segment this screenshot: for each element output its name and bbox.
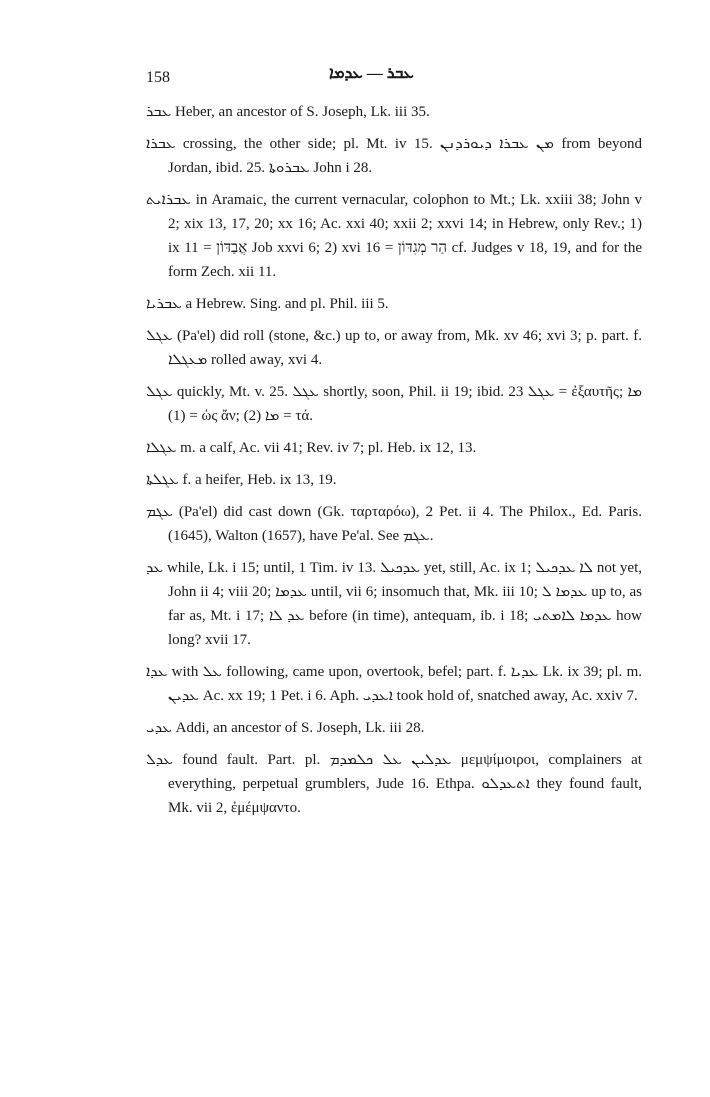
page-number: 158 [146,69,170,86]
entry-text: ܥܓܠܐ m. a calf, Ac. vii 41; Rev. iv 7; pl. Heb. ix 12, 13. [146,440,477,456]
entry-text: ܥܓܡ (Pa'el) did cast down (Gk. ταρταρόω), 2 Pet. ii 4. The Philox., Ed. Paris. (1645), Walton (1657), have Pe'al. See ܥܓܡ. [146,504,642,544]
entry-found-fault [146,748,642,820]
running-head: ܥܒܪ — ܥܕܡܐ [329,65,414,82]
entry-text: ܥܓܠ (Pa'el) did roll (stone, &c.) up to, or away from, Mk. xv 46; xvi 3; p. part. f. ܡܥܓܠܐ rolled away, xvi 4. [146,328,642,368]
page-header [146,62,646,90]
entry-text: ܥܒܪܐ crossing, the other side; pl. Mt. iv 15. ܡܢ ܥܒܪܐ ܕܝܘܪܕܢܢ from beyond Jordan, ibid. 25. ܥܒܪܘܬܐ John i 28. [146,136,642,176]
entry-text: ܥܕܝ Addi, an ancestor of S. Joseph, Lk. iii 28. [146,720,425,736]
entry-did-roll [146,324,642,372]
entry-text: ܥܒܪܝܐ a Hebrew. Sing. and pl. Phil. iii 5. [146,296,389,312]
entry-crossing [146,132,642,180]
entry-while [146,556,642,652]
entry-text: ܥܕ while, Lk. i 15; until, 1 Tim. iv 13. ܥܕܟܝܠ yet, still, Ac. ix 1; ܠܐ ܥܕܟܝܠ not yet, John ii 4; viii 20; ܥܕܡܐ until, vii 6; insomuch that, Mk. iii 10; ܥܕܡܐ ܠ up to, as far as, Mt. i 17; ܥܕ ܠܐ before (in time), antequam, ib. i 18; ܥܕܡܐ ܠܐܡܬܝ how long? xvii 17. [146,560,642,648]
lexicon-entries [146,100,642,828]
entry-text: ܥܓܠܬܐ f. a heifer, Heb. ix 13, 19. [146,472,337,488]
entry-came-upon [146,660,642,708]
entry-heber [146,100,642,124]
entry-text: ܥܓܠ quickly, Mt. v. 25. ܥܓܠ shortly, soon, Phil. ii 19; ibid. 23 ܥܓܠ = ἐξαυτῆς; ܡܐ (1) = ὡς ἄν; ܡܐ (2) = τά. [146,384,643,424]
entry-a-hebrew [146,292,642,316]
entry-a-heifer [146,468,642,492]
entry-did-cast-down [146,500,642,548]
entry-addi [146,716,642,740]
entry-text: ܥܒܪܐܝܬ in Aramaic, the current vernacular, colophon to Mt.; Lk. xxiii 38; John v 2; xix 13, 17, 20; xx 16; Ac. xxi 40; xxii 2; xxvi 14; in Hebrew, only Rev.; 1) ix 11 = אֲבַדּוֹן Job xxvi 6; 2) xvi 16 = הַר מְגִדּוֹן cf. Judges v 18, 19, and for the form Zech. xii 11. [146,192,643,280]
entry-text: ܥܕܐ with ܥܠ following, came upon, overtook, befel; part. f. ܥܕܝܐ Lk. ix 39; pl. m. ܥܕܝܢ Ac. xx 19; 1 Pet. i 6. Aph. ܐܥܕܝ took hold of, snatched away, Ac. xxiv 7. [146,664,642,704]
entry-quickly [146,380,642,428]
entry-text: ܥܒܪ Heber, an ancestor of S. Joseph, Lk. iii 35. [146,104,430,120]
entry-a-calf [146,436,642,460]
entry-text: ܥܕܠ found fault. Part. pl. ܥܕܠܝܢ ܥܠ ܟܠܡܕܡ μεμψίμοιροι, complainers at everything, perpetual grumblers, Jude 16. Ethpa. ܐܬܥܕܠܘ they found fault, Mk. vii 2, ἐμέμψαντο. [146,752,642,816]
entry-in-aramaic [146,188,642,284]
